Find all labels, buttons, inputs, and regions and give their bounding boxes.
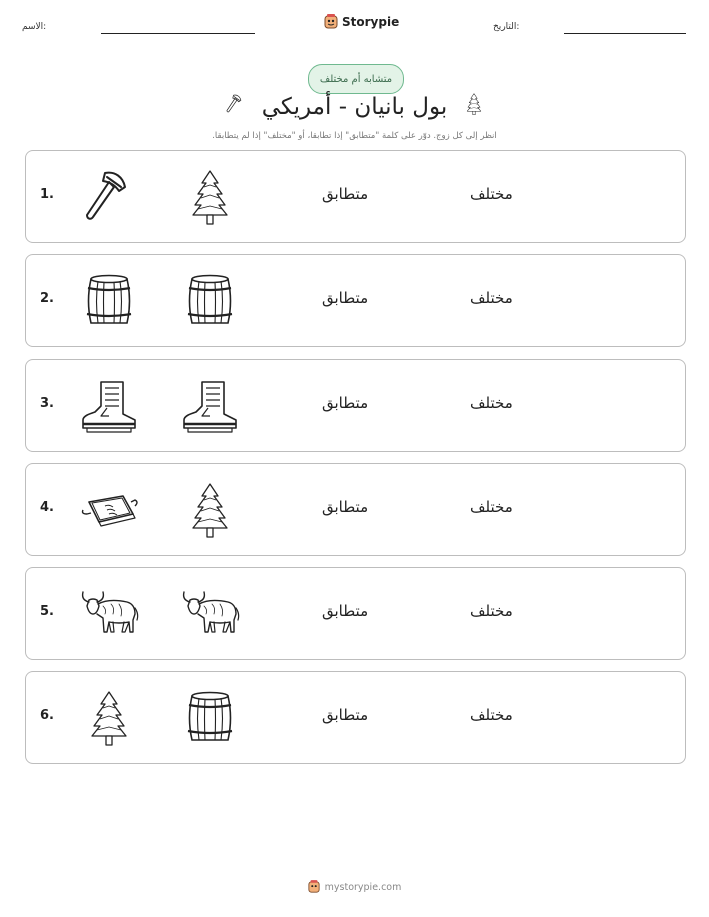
option-same[interactable]: متطابق <box>322 185 369 203</box>
name-line[interactable] <box>101 33 255 34</box>
exercise-row <box>25 567 686 660</box>
brand-logo <box>324 14 399 30</box>
ox-icon <box>180 584 240 644</box>
brand-name: Storypie <box>342 15 400 29</box>
option-same[interactable]: متطابق <box>322 498 369 516</box>
row-number: 5. <box>40 604 54 619</box>
storypie-mascot-icon <box>324 14 338 30</box>
exercise-row <box>25 150 686 243</box>
option-different[interactable]: مختلف <box>470 602 513 620</box>
ox-icon <box>79 584 139 644</box>
page-title: بول بانيان - أمريكي <box>261 94 448 120</box>
name-label: الاسم: <box>22 22 47 32</box>
exercise-row <box>25 671 686 764</box>
option-same[interactable]: متطابق <box>322 706 369 724</box>
boot-icon <box>79 376 139 436</box>
barrel-icon <box>180 271 240 331</box>
exercise-row <box>25 254 686 347</box>
instructions: انظر إلى كل زوج. دوّر على كلمة "متطابق" إذا تطابقا، أو "مختلف" إذا لم يتطابقا. <box>212 131 497 141</box>
footer-url[interactable]: mystorypie.com <box>324 881 402 893</box>
row-number: 1. <box>40 187 54 202</box>
option-same[interactable]: متطابق <box>322 394 369 412</box>
storypie-mascot-icon <box>308 880 320 894</box>
pine-tree-icon <box>180 167 240 227</box>
row-number: 3. <box>40 396 54 411</box>
griddle-pan-icon <box>79 480 139 540</box>
axe-icon <box>79 167 139 227</box>
option-same[interactable]: متطابق <box>322 289 369 307</box>
row-number: 2. <box>40 291 54 306</box>
exercise-row <box>25 463 686 556</box>
activity-badge: متشابه أم مختلف <box>308 64 404 94</box>
row-number: 4. <box>40 500 54 515</box>
option-different[interactable]: مختلف <box>470 185 513 203</box>
date-label: التاريخ: <box>493 22 520 32</box>
option-different[interactable]: مختلف <box>470 498 513 516</box>
barrel-icon <box>180 688 240 748</box>
exercise-row <box>25 359 686 452</box>
barrel-icon <box>79 271 139 331</box>
pine-tree-icon <box>79 688 139 748</box>
option-different[interactable]: مختلف <box>470 394 513 412</box>
option-same[interactable]: متطابق <box>322 602 369 620</box>
boot-icon <box>180 376 240 436</box>
date-line[interactable] <box>564 33 686 34</box>
row-number: 6. <box>40 708 54 723</box>
pine-tree-icon <box>180 480 240 540</box>
option-different[interactable]: مختلف <box>470 289 513 307</box>
option-different[interactable]: مختلف <box>470 706 513 724</box>
footer <box>0 880 709 894</box>
title-pine-tree-icon <box>462 89 486 119</box>
